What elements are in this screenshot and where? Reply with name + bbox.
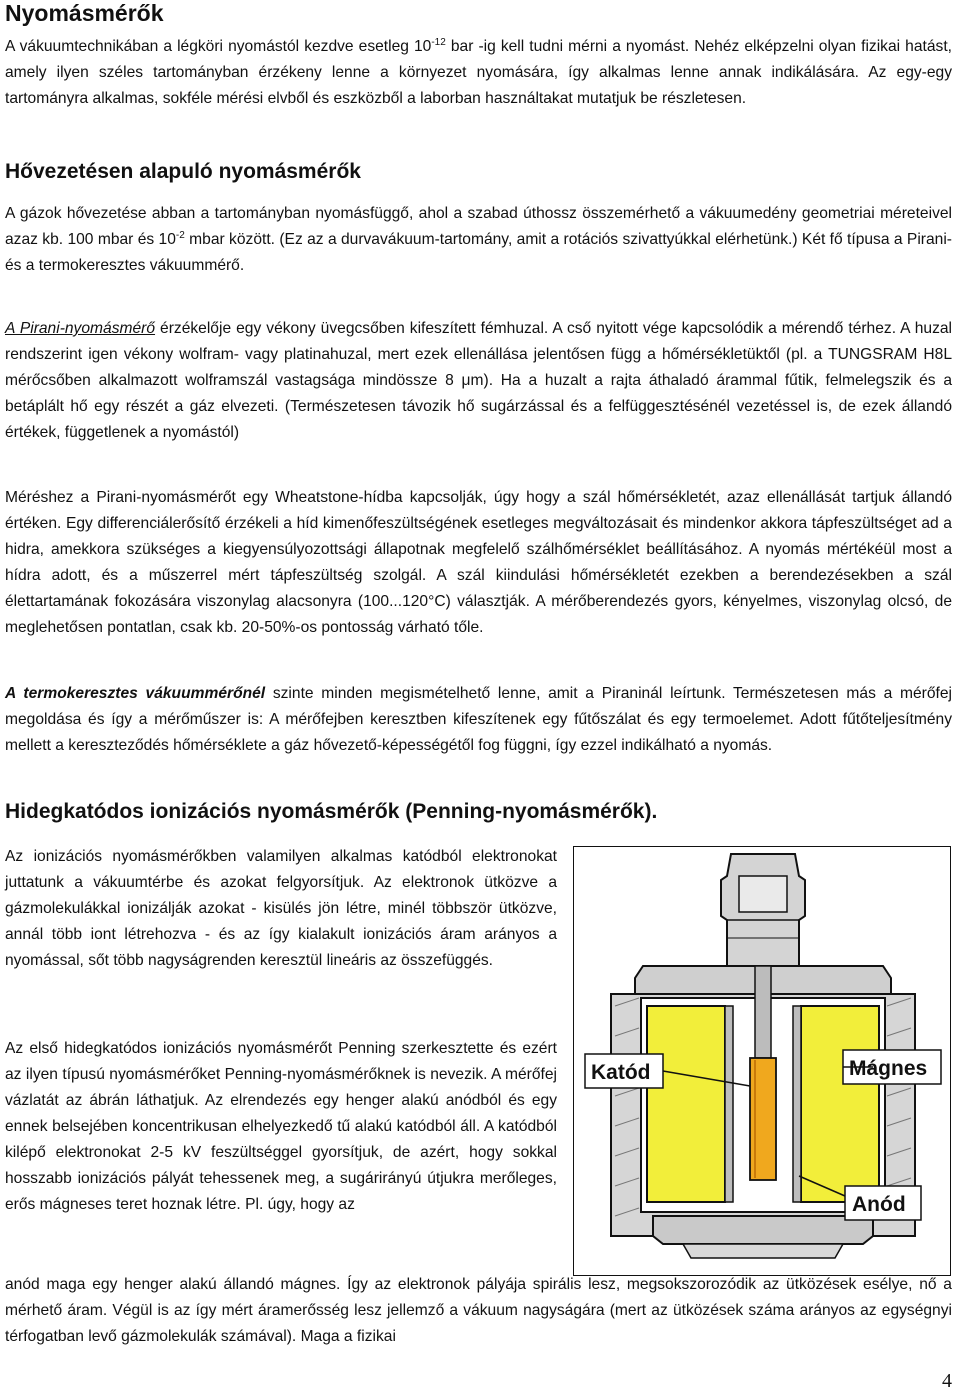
intro-exponent: -12 — [431, 36, 446, 48]
intro-text-a: A vákuumtechnikában a légköri nyomástól kezdve esetleg 10 — [5, 38, 432, 55]
penning-paragraph-full: anód maga egy henger alakú állandó mágnes. Így az elektronok pályája spirális lesz, megsokszorozódik az ütközések esélye, nő a mérhető áram. Végül is az így mért áramerősség lesz jellemző a vákuum nagyságára (mert az ütközések száma arányos az egységnyi térfogatban levő gázmolekulák számával). Maga a fizikai — [5, 1276, 952, 1345]
label-magnet: Mágnes — [849, 1057, 928, 1080]
intro-paragraph — [5, 34, 952, 112]
bottom-plug — [683, 1244, 843, 1258]
thermocouple-term: A termokeresztes vákuummérőnél — [5, 685, 266, 702]
ionization-paragraph: Az ionizációs nyomásmérőkben valamilyen alkalmas katódból elektronokat juttatunk a vákuumtérbe és azokat felgyorsítjuk. Az elektronok ütközve a gázmolekulákkal ionizálják azokat - kisülés jön létre, minél többször ütközve, annál több iont létrehozva - és az így kialakult ionizációs áram arányos a nyomással, sőt több nagyságrenden keresztül lineáris az összefüggés. — [5, 848, 557, 969]
pirani-term: A Pirani-nyomásmérő — [5, 320, 156, 337]
anode-wall-right — [793, 1006, 801, 1202]
connector-inner — [739, 876, 787, 912]
magnet-left — [647, 1006, 725, 1202]
label-cathode: Katód — [591, 1061, 651, 1084]
page-title: Nyomásmérők — [5, 0, 164, 26]
wheatstone-paragraph: Méréshez a Pirani-nyomásmérőt egy Wheatstone-hídba kapcsolják, úgy hogy a szál hőmérsékletét, azaz ellenállását tartjuk állandó értéken. Egy differenciálerősítő érzékeli a híd kimenőfeszültségének esetleges megváltozásait és mindenkor akkora tápfeszültséget ad a hidra, amekkora szükséges a kiegyensúlyozottsági állapotnak megfelelő szálhőmérséklet beállításához. A nyomás mértékéül most a hídra adott, és a műszerrel mért tápfeszültség szolgál. A szál kiindulási hőmérsékletét ezekben a berendezésekben a szál élettartamának fokozására viszonylag alacsonyra (100...120°C) választják. A mérőberendezés gyors, kényelmes, viszonylag olcsó, de meglehetősen pontatlan, csak kb. 20-50%-os pontosság várható tőle. — [5, 489, 952, 636]
penning-paragraph-narrow: Az első hidegkatódos ionizációs nyomásmérőt Penning szerkesztette és ezért az ilyen típusú nyomásmérőket Penning-nyomásmérőknek is nevezik. A mérőfej vázlatát az ábrán láthatjuk. Az elrendezés egy henger alakú anódból és egy ennek belsejében koncentrikusan elhelyezkedő tű alakú katódból áll. A katódból kilépő elektronokat 2-5 kV feszültséggel gyorsítjuk, de azért, hogy sokkal hosszabb ionizációs pályát tehessenek meg, a sugárirányú útjukra merőleges, erős mágneses teret hoznak létre. Pl. úgy, hogy az — [5, 1040, 557, 1213]
feedthrough-rod — [755, 966, 771, 1058]
section-heading-heat-conduction: Hővezetésen alapuló nyomásmérők — [5, 160, 361, 183]
label-anode: Anód — [852, 1193, 906, 1216]
thermocouple-paragraph — [5, 681, 952, 759]
page-number: 4 — [942, 1370, 952, 1392]
cathode-pin — [750, 1058, 776, 1180]
thermocouple-text: szinte minden megismételhető lenne, amit a Piraninál leírtunk. Természetesen más a mérőfej megoldása és így a mérőműszer is: A mérőfejben keresztben kifeszítenek egy fűtőszálat és egy termoelemet. Adott fűtőteljesítmény mellett a kereszteződés hőmérséklete a gáz hővezető-képességétől fog függni, így ezzel indikálható a nyomás. — [5, 685, 952, 754]
intro-text-b: bar -ig kell tudni mérni a nyomást. Nehéz elképzelni olyan fizikai hatást, amely ilyen széles tartományban érzékeny lenne a környezet nyomására, így alkalmas lenne annak indikálására. Az egy-egy tartományra alkalmas, sokféle mérési elvből és eszközből a laborban használtakat mutatjuk be részletesen. — [5, 38, 952, 107]
heat-conduction-paragraph — [5, 201, 952, 279]
heat-text-a: A gázok hővezetése abban a tartományban nyomásfüggő, ahol a szabad úthossz összemérhető a vákuumedény geometriai méreteivel azaz kb. 100 mbar és 10 — [5, 205, 952, 248]
anode-wall-left — [725, 1006, 733, 1202]
bottom-base — [653, 1216, 873, 1244]
penning-gauge-figure — [573, 846, 951, 1276]
section-heading-penning: Hidegkatódos ionizációs nyomásmérők (Penning-nyomásmérők). — [5, 800, 658, 823]
heat-text-b: mbar között. (Ez az a durvavákuum-tartomány, amit a rotációs szivattyúkkal elérhetünk.) Két fő típusa a Pirani- és a termokeresztes vákuummérő. — [5, 231, 952, 274]
pirani-paragraph — [5, 316, 952, 446]
pirani-text: érzékelője egy vékony üvegcsőben kifeszített fémhuzal. A cső nyitott vége kapcsolódik a mérendő térhez. A huzal rendszerint igen vékony wolfram- vagy platinahuzal, mert ezek ellenállása jelentősen függ a hőmérsékletüktől (pl. a TUNGSRAM H8L mérőcsőben alkalmazott wolframszál vastagsága mindössze 8 μm). Ha a huzalt a rajta áthaladó árammal fűtik, felmelegszik és a betáplált hő egy részét a gáz elvezeti. (Természetesen távozik hő sugárzással és a felfüggesztésénél vezetéssel is, de ezek állandó értékek, függetlenek a nyomástól) — [5, 320, 952, 441]
penning-gauge-diagram — [573, 846, 951, 1276]
magnet-right — [801, 1006, 879, 1202]
heat-exponent: -2 — [175, 229, 185, 241]
